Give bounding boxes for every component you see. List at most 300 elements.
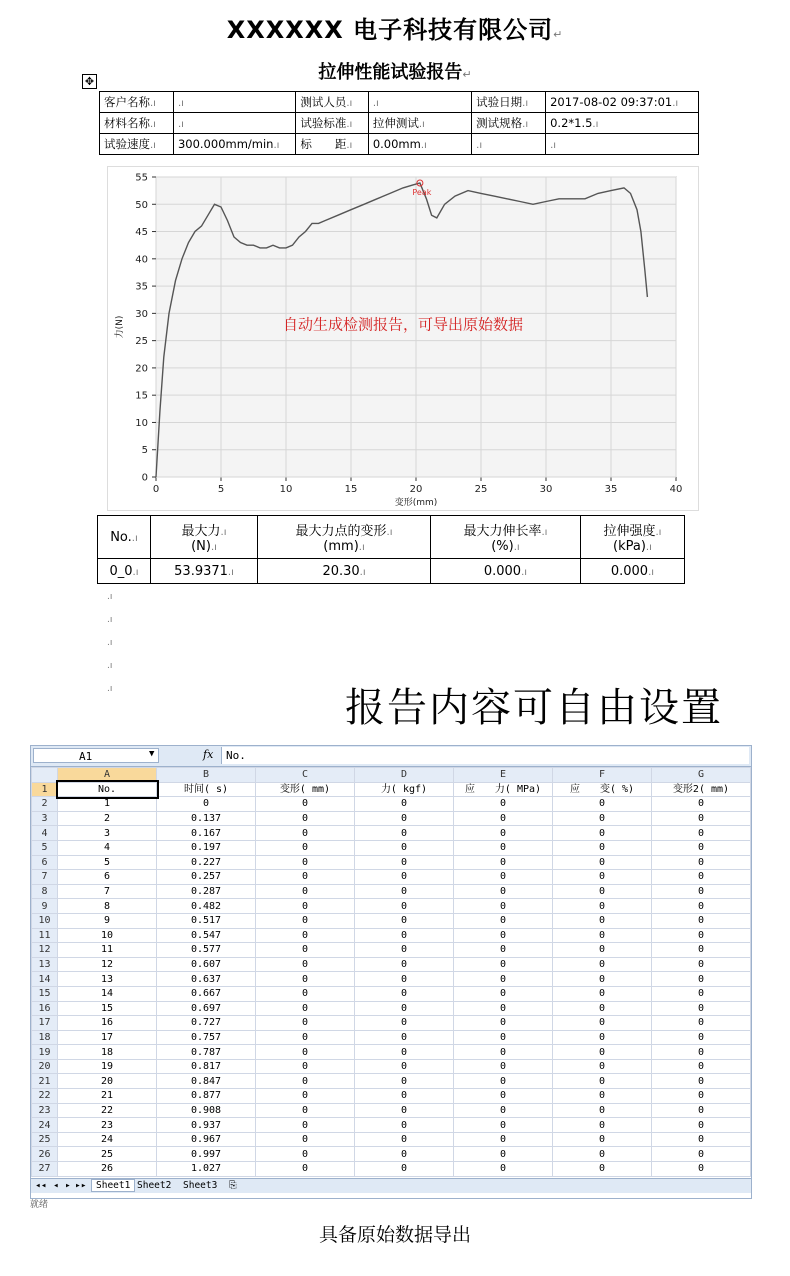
row-header[interactable]: 17 — [32, 1016, 58, 1031]
data-cell[interactable]: 0 — [652, 899, 751, 914]
peak-label: Peak — [412, 188, 432, 197]
info-value: 0.00mm.ı — [368, 134, 471, 155]
data-cell[interactable]: 0 — [355, 826, 454, 841]
info-value: 2017-08-02 09:37:01.ı — [546, 92, 699, 113]
data-cell[interactable]: 0 — [355, 797, 454, 812]
results-row — [98, 559, 685, 584]
data-cell[interactable]: 0 — [553, 840, 652, 855]
data-cell[interactable]: 14 — [58, 986, 157, 1001]
header-cell[interactable]: 变形2( mm) — [652, 782, 751, 797]
data-cell[interactable]: 0 — [454, 1132, 553, 1147]
data-cell[interactable]: 0 — [454, 826, 553, 841]
info-label: 试验速度.ı — [100, 134, 174, 155]
data-cell[interactable]: 0 — [256, 840, 355, 855]
info-label: 测试人员.ı — [296, 92, 369, 113]
select-all-corner[interactable] — [32, 768, 58, 783]
header-cell[interactable]: 时间( s) — [157, 782, 256, 797]
info-value: 300.000mm/min.ı — [173, 134, 295, 155]
data-cell[interactable]: 0 — [355, 1103, 454, 1118]
data-cell[interactable]: 0 — [454, 1001, 553, 1016]
data-cell[interactable]: 0 — [553, 1162, 652, 1177]
data-cell[interactable]: 0 — [256, 957, 355, 972]
header-cell[interactable]: 变形( mm) — [256, 782, 355, 797]
data-cell[interactable]: 0 — [355, 1089, 454, 1104]
row-header[interactable]: 1 — [32, 782, 58, 797]
data-cell[interactable]: 7 — [58, 884, 157, 899]
data-cell[interactable]: 0 — [652, 840, 751, 855]
data-cell[interactable]: 0.757 — [157, 1030, 256, 1045]
row-header[interactable]: 2 — [32, 797, 58, 812]
data-cell[interactable]: 0 — [553, 826, 652, 841]
data-cell[interactable]: 3 — [58, 826, 157, 841]
data-cell[interactable]: 0 — [355, 1132, 454, 1147]
results-header: No..ı — [98, 516, 151, 559]
data-cell[interactable]: 0 — [652, 957, 751, 972]
data-cell[interactable]: 24 — [58, 1132, 157, 1147]
header-cell[interactable]: 应 变( %) — [553, 782, 652, 797]
data-cell[interactable]: 23 — [58, 1118, 157, 1133]
insert-sheet-icon[interactable]: ⎘ — [229, 1180, 237, 1191]
table-row — [32, 840, 751, 855]
data-cell[interactable]: 0 — [454, 1118, 553, 1133]
data-cell[interactable]: 0 — [256, 1118, 355, 1133]
data-cell[interactable]: 0 — [652, 1089, 751, 1104]
empty-paragraph-mark: .ı — [107, 661, 113, 671]
x-tick-label: 35 — [604, 484, 618, 495]
data-cell[interactable]: 0 — [256, 1001, 355, 1016]
formula-bar — [31, 746, 751, 767]
data-cell[interactable]: 0 — [256, 1089, 355, 1104]
row-header[interactable]: 6 — [32, 855, 58, 870]
data-cell[interactable]: 0 — [256, 943, 355, 958]
data-cell[interactable]: 0.167 — [157, 826, 256, 841]
data-cell[interactable]: 0.227 — [157, 855, 256, 870]
data-cell[interactable]: 0 — [652, 1001, 751, 1016]
row-header[interactable]: 20 — [32, 1059, 58, 1074]
data-cell[interactable]: 0 — [652, 797, 751, 812]
data-cell[interactable]: 0 — [454, 797, 553, 812]
row-header[interactable]: 18 — [32, 1030, 58, 1045]
row-header[interactable]: 5 — [32, 840, 58, 855]
data-cell[interactable]: 0 — [454, 840, 553, 855]
results-header: 最大力点的变形.ı (mm).ı — [258, 516, 431, 559]
data-cell[interactable]: 0 — [355, 899, 454, 914]
data-cell[interactable]: 0 — [553, 811, 652, 826]
data-cell[interactable]: 21 — [58, 1089, 157, 1104]
data-cell[interactable]: 0.287 — [157, 884, 256, 899]
sheet-nav-prev-icon[interactable]: ◂ — [53, 1180, 59, 1191]
data-cell[interactable]: 0 — [454, 1162, 553, 1177]
data-cell[interactable]: 0 — [553, 855, 652, 870]
row-header[interactable]: 27 — [32, 1162, 58, 1177]
row-header[interactable]: 26 — [32, 1147, 58, 1162]
column-header-row — [32, 768, 751, 783]
data-cell[interactable]: 0.607 — [157, 957, 256, 972]
table-row — [32, 884, 751, 899]
row-header[interactable]: 22 — [32, 1089, 58, 1104]
data-cell[interactable]: 0.257 — [157, 870, 256, 885]
data-cell[interactable]: 0 — [454, 1059, 553, 1074]
data-cell[interactable]: 12 — [58, 957, 157, 972]
info-label: 试验标准.ı — [296, 113, 369, 134]
data-cell[interactable]: 0 — [256, 899, 355, 914]
data-cell[interactable]: 0 — [355, 884, 454, 899]
data-cell[interactable]: 0 — [553, 870, 652, 885]
empty-paragraph-mark: .ı — [107, 615, 113, 625]
data-cell[interactable]: 0 — [652, 1045, 751, 1060]
data-cell[interactable]: 0 — [553, 797, 652, 812]
data-cell[interactable]: 0 — [553, 972, 652, 987]
y-tick-label: 30 — [135, 308, 148, 320]
data-cell[interactable]: 0 — [652, 826, 751, 841]
table-row — [32, 797, 751, 812]
data-cell[interactable]: 0 — [652, 1103, 751, 1118]
data-cell[interactable]: 0 — [652, 986, 751, 1001]
data-cell[interactable]: 0.997 — [157, 1147, 256, 1162]
data-cell[interactable]: 0 — [355, 1162, 454, 1177]
row-header[interactable]: 7 — [32, 870, 58, 885]
y-tick-label: 35 — [135, 281, 148, 293]
report-title: 拉伸性能试验报告↵ — [318, 62, 472, 83]
data-cell[interactable]: 0 — [355, 855, 454, 870]
data-cell[interactable]: 26 — [58, 1162, 157, 1177]
status-bar: 就绪 — [30, 1200, 49, 1210]
data-cell[interactable]: 11 — [58, 943, 157, 958]
data-cell[interactable]: 0 — [355, 1059, 454, 1074]
data-cell[interactable]: 16 — [58, 1016, 157, 1031]
data-cell[interactable]: 0 — [256, 1132, 355, 1147]
data-cell[interactable]: 0 — [652, 1132, 751, 1147]
column-header[interactable]: G — [652, 768, 751, 783]
data-cell[interactable]: 0 — [454, 1045, 553, 1060]
table-row — [32, 928, 751, 943]
data-cell[interactable]: 0.787 — [157, 1045, 256, 1060]
data-cell[interactable]: 0 — [355, 1001, 454, 1016]
x-tick-label: 40 — [669, 484, 683, 495]
column-header[interactable]: D — [355, 768, 454, 783]
sheet-tab-sheet1[interactable]: Sheet1 — [91, 1179, 135, 1192]
data-cell[interactable]: 0 — [553, 1118, 652, 1133]
data-cell[interactable]: 0.577 — [157, 943, 256, 958]
data-cell[interactable]: 0 — [355, 957, 454, 972]
row-header[interactable]: 21 — [32, 1074, 58, 1089]
row-header[interactable]: 23 — [32, 1103, 58, 1118]
row-header[interactable]: 14 — [32, 972, 58, 987]
data-cell[interactable]: 0 — [652, 1118, 751, 1133]
y-tick-label: 25 — [135, 336, 148, 348]
data-cell[interactable]: 0 — [553, 1132, 652, 1147]
data-cell[interactable]: 0 — [553, 986, 652, 1001]
data-cell[interactable]: 0 — [454, 957, 553, 972]
data-cell[interactable]: 0 — [454, 972, 553, 987]
data-cell[interactable]: 0 — [454, 928, 553, 943]
data-cell[interactable]: 0 — [454, 855, 553, 870]
data-cell[interactable]: 8 — [58, 899, 157, 914]
data-cell[interactable]: 0 — [652, 1059, 751, 1074]
data-cell[interactable]: 0 — [256, 1016, 355, 1031]
column-header[interactable]: A — [58, 768, 157, 783]
data-cell[interactable]: 4 — [58, 840, 157, 855]
info-label: 测试规格.ı — [472, 113, 546, 134]
data-cell[interactable]: 0 — [553, 1001, 652, 1016]
data-cell[interactable]: 0 — [652, 972, 751, 987]
data-cell[interactable]: 0.847 — [157, 1074, 256, 1089]
data-cell[interactable]: 0 — [157, 797, 256, 812]
data-cell[interactable]: 0 — [256, 986, 355, 1001]
data-cell[interactable]: 0.908 — [157, 1103, 256, 1118]
row-header[interactable]: 4 — [32, 826, 58, 841]
data-cell[interactable]: 17 — [58, 1030, 157, 1045]
data-cell[interactable]: 0.547 — [157, 928, 256, 943]
data-cell[interactable]: 0 — [256, 1045, 355, 1060]
row-header[interactable]: 9 — [32, 899, 58, 914]
data-cell[interactable]: 0 — [553, 928, 652, 943]
spreadsheet-window — [30, 745, 752, 1199]
row-header[interactable]: 19 — [32, 1045, 58, 1060]
data-cell[interactable]: 1 — [58, 797, 157, 812]
data-cell[interactable]: 0 — [454, 986, 553, 1001]
data-cell[interactable]: 0 — [256, 1074, 355, 1089]
data-cell[interactable]: 0 — [553, 957, 652, 972]
data-cell[interactable]: 0 — [256, 1103, 355, 1118]
data-cell[interactable]: 0 — [553, 884, 652, 899]
name-box-dropdown-icon[interactable]: ▼ — [149, 749, 155, 759]
data-cell[interactable]: 0 — [454, 1030, 553, 1045]
x-tick-label: 0 — [152, 484, 160, 495]
function-icon[interactable]: fx — [203, 748, 214, 761]
x-tick-label: 5 — [217, 484, 225, 495]
data-cell[interactable]: 0 — [256, 870, 355, 885]
table-row — [32, 1147, 751, 1162]
data-cell[interactable]: 0 — [256, 913, 355, 928]
table-row — [32, 1103, 751, 1118]
data-cell[interactable]: 0.697 — [157, 1001, 256, 1016]
column-header[interactable]: F — [553, 768, 652, 783]
info-value: .ı — [368, 92, 471, 113]
data-cell[interactable]: 0 — [256, 811, 355, 826]
data-cell[interactable]: 1.027 — [157, 1162, 256, 1177]
data-cell[interactable]: 0.967 — [157, 1132, 256, 1147]
row-header[interactable]: 12 — [32, 943, 58, 958]
data-cell[interactable]: 5 — [58, 855, 157, 870]
data-cell[interactable]: 0 — [454, 1074, 553, 1089]
data-cell[interactable]: 19 — [58, 1059, 157, 1074]
info-label: 材料名称.ı — [100, 113, 174, 134]
row-header[interactable]: 3 — [32, 811, 58, 826]
data-cell[interactable]: 15 — [58, 1001, 157, 1016]
data-cell[interactable]: 0 — [553, 1074, 652, 1089]
data-cell[interactable]: 0 — [256, 1147, 355, 1162]
header-cell[interactable]: No. — [58, 782, 157, 797]
column-header[interactable]: B — [157, 768, 256, 783]
data-cell[interactable]: 22 — [58, 1103, 157, 1118]
sheet-nav-last-icon[interactable]: ▸▸ — [75, 1180, 87, 1191]
table-row — [32, 986, 751, 1001]
sheet-tab-sheet2[interactable]: Sheet2 — [137, 1180, 172, 1191]
data-cell[interactable]: 0.877 — [157, 1089, 256, 1104]
data-cell[interactable]: 0 — [553, 913, 652, 928]
data-cell[interactable]: 0.937 — [157, 1118, 256, 1133]
data-cell[interactable]: 0.137 — [157, 811, 256, 826]
data-cell[interactable]: 13 — [58, 972, 157, 987]
data-cell[interactable]: 0 — [652, 943, 751, 958]
data-cell[interactable]: 0 — [256, 1030, 355, 1045]
data-cell[interactable]: 0 — [553, 1045, 652, 1060]
data-cell[interactable]: 0 — [652, 870, 751, 885]
row-header[interactable]: 11 — [32, 928, 58, 943]
data-cell[interactable]: 0 — [553, 1147, 652, 1162]
data-cell[interactable]: 0 — [652, 855, 751, 870]
y-tick-label: 55 — [135, 172, 148, 184]
data-cell[interactable]: 0 — [553, 1059, 652, 1074]
data-cell[interactable]: 0 — [454, 943, 553, 958]
data-cell[interactable]: 0.637 — [157, 972, 256, 987]
data-cell[interactable]: 0 — [355, 840, 454, 855]
data-cell[interactable]: 0 — [355, 1074, 454, 1089]
data-cell[interactable]: 0 — [355, 972, 454, 987]
data-cell[interactable]: 0 — [454, 899, 553, 914]
data-cell[interactable]: 0 — [256, 972, 355, 987]
row-header[interactable]: 10 — [32, 913, 58, 928]
data-cell[interactable]: 0 — [454, 1016, 553, 1031]
header-cell[interactable]: 力( kgf) — [355, 782, 454, 797]
data-cell[interactable]: 0 — [355, 870, 454, 885]
data-cell[interactable]: 0 — [454, 811, 553, 826]
data-cell[interactable]: 0 — [652, 1030, 751, 1045]
data-cell[interactable]: 0.197 — [157, 840, 256, 855]
x-tick-label: 30 — [539, 484, 553, 495]
data-cell[interactable]: 0 — [355, 986, 454, 1001]
table-row — [32, 957, 751, 972]
data-cell[interactable]: 0 — [652, 884, 751, 899]
info-label: 标 距.ı — [296, 134, 369, 155]
formula-input[interactable]: No. — [221, 747, 749, 764]
y-tick-label: 0 — [141, 472, 148, 484]
data-cell[interactable]: 0 — [256, 855, 355, 870]
table-move-handle-icon[interactable]: ✥ — [82, 74, 97, 89]
data-cell[interactable]: 0 — [652, 928, 751, 943]
data-cell[interactable]: 0 — [454, 1147, 553, 1162]
data-cell[interactable]: 10 — [58, 928, 157, 943]
data-cell[interactable]: 0.727 — [157, 1016, 256, 1031]
table-row — [32, 913, 751, 928]
data-cell[interactable]: 0.482 — [157, 899, 256, 914]
data-cell[interactable]: 9 — [58, 913, 157, 928]
data-cell[interactable]: 0 — [256, 884, 355, 899]
row-header[interactable]: 16 — [32, 1001, 58, 1016]
data-cell[interactable]: 0 — [355, 1030, 454, 1045]
data-cell[interactable]: 0 — [553, 1103, 652, 1118]
data-cell[interactable]: 6 — [58, 870, 157, 885]
table-row — [32, 943, 751, 958]
data-cell[interactable]: 0 — [256, 1162, 355, 1177]
data-cell[interactable]: 0 — [553, 1016, 652, 1031]
data-cell[interactable]: 2 — [58, 811, 157, 826]
data-cell[interactable]: 0 — [355, 1118, 454, 1133]
table-row — [32, 1059, 751, 1074]
info-value: .ı — [173, 113, 295, 134]
sheet-tab-sheet3[interactable]: Sheet3 — [183, 1180, 218, 1191]
results-cell: 0.000.ı — [430, 559, 580, 584]
x-tick-label: 25 — [474, 484, 488, 495]
row-header[interactable]: 24 — [32, 1118, 58, 1133]
data-cell[interactable]: 0 — [355, 913, 454, 928]
column-header[interactable]: E — [454, 768, 553, 783]
report-info-table — [99, 91, 699, 155]
data-cell[interactable]: 0 — [355, 811, 454, 826]
data-cell[interactable]: 0 — [553, 1089, 652, 1104]
table-row — [32, 899, 751, 914]
data-cell[interactable]: 25 — [58, 1147, 157, 1162]
data-cell[interactable]: 18 — [58, 1045, 157, 1060]
empty-paragraph-mark: .ı — [107, 592, 113, 602]
data-cell[interactable]: 0 — [355, 928, 454, 943]
table-row — [32, 1030, 751, 1045]
data-cell[interactable]: 0 — [256, 928, 355, 943]
column-header[interactable]: C — [256, 768, 355, 783]
data-cell[interactable]: 0 — [454, 884, 553, 899]
results-cell: 0_0.ı — [98, 559, 151, 584]
data-cell[interactable]: 0 — [454, 913, 553, 928]
data-cell[interactable]: 0 — [355, 1016, 454, 1031]
y-tick-label: 50 — [135, 199, 148, 211]
data-cell[interactable]: 0 — [553, 943, 652, 958]
data-cell[interactable]: 0 — [652, 913, 751, 928]
data-cell[interactable]: 0 — [355, 943, 454, 958]
row-header[interactable]: 25 — [32, 1132, 58, 1147]
results-header: 最大力.ı (N).ı — [150, 516, 257, 559]
data-cell[interactable]: 0 — [652, 1162, 751, 1177]
header-cell[interactable]: 应 力( MPa) — [454, 782, 553, 797]
info-row — [100, 134, 699, 155]
table-row — [32, 855, 751, 870]
data-cell[interactable]: 0 — [355, 1147, 454, 1162]
table-row — [32, 1162, 751, 1177]
name-box[interactable]: A1 — [33, 748, 159, 763]
results-header: 拉伸强度.ı (kPa).ı — [580, 516, 684, 559]
data-cell[interactable]: 0 — [553, 899, 652, 914]
data-cell[interactable]: 0.817 — [157, 1059, 256, 1074]
table-row — [32, 1089, 751, 1104]
row-header[interactable]: 15 — [32, 986, 58, 1001]
empty-paragraph-mark: .ı — [107, 684, 113, 694]
sheet-nav-first-icon[interactable]: ◂◂ — [35, 1180, 47, 1191]
sheet-nav-next-icon[interactable]: ▸ — [65, 1180, 71, 1191]
data-cell[interactable]: 0 — [652, 1147, 751, 1162]
data-cell[interactable]: 0 — [652, 1074, 751, 1089]
data-cell[interactable]: 0 — [454, 1089, 553, 1104]
data-cell[interactable]: 0 — [652, 1016, 751, 1031]
data-cell[interactable]: 0 — [454, 1103, 553, 1118]
data-cell[interactable]: 0 — [256, 1059, 355, 1074]
table-row — [32, 1045, 751, 1060]
data-cell[interactable]: 0.667 — [157, 986, 256, 1001]
data-cell[interactable]: 0 — [652, 811, 751, 826]
info-value: .ı — [173, 92, 295, 113]
row-header[interactable]: 8 — [32, 884, 58, 899]
data-cell[interactable]: 0 — [454, 870, 553, 885]
data-cell[interactable]: 0 — [256, 826, 355, 841]
data-cell[interactable]: 0 — [256, 797, 355, 812]
data-cell[interactable]: 0 — [553, 1030, 652, 1045]
data-cell[interactable]: 20 — [58, 1074, 157, 1089]
results-header-row — [98, 516, 685, 559]
data-cell[interactable]: 0.517 — [157, 913, 256, 928]
data-cell[interactable]: 0 — [355, 1045, 454, 1060]
row-header[interactable]: 13 — [32, 957, 58, 972]
table-row — [32, 870, 751, 885]
table-row — [32, 1016, 751, 1031]
